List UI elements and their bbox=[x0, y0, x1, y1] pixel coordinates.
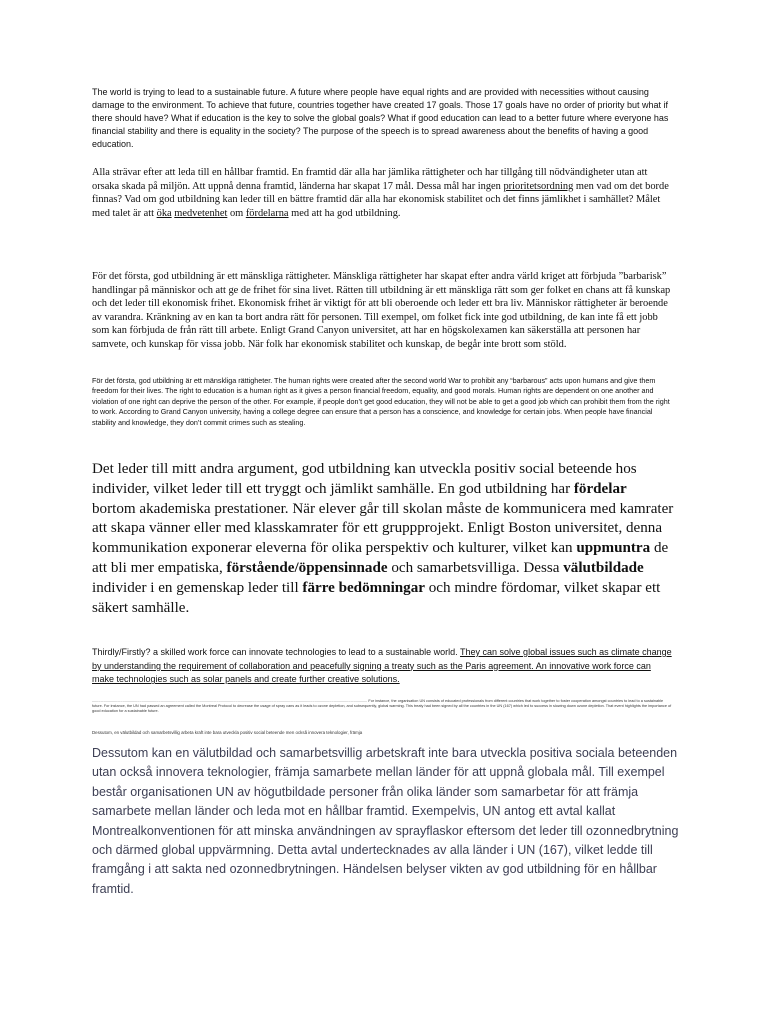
underlined-sentence: They can solve global issues such as climate change by understanding the requirement of collaboration and peacefully signing a treaty such as the Paris agreement. An innovative work force can make technologies such as solar panels and create further creative solutions. bbox=[92, 647, 672, 685]
underlined-word: medvetenhet bbox=[174, 207, 228, 219]
underlined-word: fördelarna bbox=[245, 207, 289, 219]
text-run: Alla strävar efter att leda till en hållbar framtid. En framtid där alla har jämlika rättigheter och har tillgång till nödvändigheter utan att orsaka skada på miljön. Att uppnå denna framtid, länderna har skapat 17 mål. Dessa mål har ingen bbox=[92, 167, 648, 192]
intro-swedish-paragraph bbox=[92, 166, 674, 220]
underlined-word: prioritetsordning bbox=[503, 180, 574, 192]
bold-word: färre bedömningar bbox=[302, 579, 425, 596]
text-run: individer i en gemenskap leder till bbox=[92, 579, 303, 596]
bold-word: välutbildade bbox=[563, 559, 644, 576]
text-run: Thirdly/Firstly? a skilled work force can innovate technologies to lead to a sustainable world. bbox=[92, 647, 461, 657]
first-argument-swedish-paragraph: För det första, god utbildning är ett mänskliga rättigheter. Mänskliga rättigheter har skapat efter andra värld kriget att förbjuda ”barbarisk” handlingar på människor och att ge de frihet för sina livet. Rätten till utbildning är ett mänskliga rätt som ger folket en chans att få kunskap och det leder till ekonomisk frihet. Ekonomisk frihet är viktigt för att bli oberoende och leder ett bra liv. Människor rättigheter är beroende av varandra. Kränkning av en kan ta bort andra rätt för personen. Till exempel, om folket fick inte god utbildning, de kan inte få ett jobb som kan förbjuda de från rätt till arbete. Enligt Grand Canyon universitet, att har en högskolexamen kan säkerställa att personen har samvete, och kunskap för vissa jobb. När folk har ekonomisk stabilitet och kunskap, de begår inte brott som stöld. bbox=[92, 271, 671, 350]
tiny-notes-paragraph: ..................................................................................................................................................................................................................................................................... For instance, the organisation UN consists of educated professionals from different countries that work together to foster cooperation amongst countries to lead to a sustainable future. For instance, the UN had passed an agreement called the Montreal Protocol to decrease the usage of spray cans as it leads to ozone depletion, and subsequently, global warming. This treaty had been signed by all the countries in the UN (167) which led to success in slowing down ozone depletion. That event highlights the importance of good education for a sustainable future. bbox=[92, 699, 672, 713]
text-run: men vad om det borde finnas? Vad om god utbildning kan leder till en bättre framtid där alla har ekonomisk stabilitet och det finns jämlikhet i samhället? Målet med talet är att bbox=[92, 180, 669, 219]
text-run: de att bli mer empatiska, bbox=[92, 540, 669, 576]
bold-word: fördelar bbox=[573, 480, 627, 497]
third-argument-swedish-paragraph: Dessutom kan en välutbildad och samarbetsvillig arbetskraft inte bara utveckla positiva sociala beteenden utan också innovera teknologier, främja samarbete mellan länder för att uppnå globala mål. Till exempel består organisationen UN av högutbildade personer från olika länder som samarbetar för att främja samarbete mellan länder och leda mot en hållbar framtid. Exempelvis, UN antog ett avtal kallat Montrealkonventionen för att minska användningen av sprayflaskor eftersom det leder till ozonnedbrytning och därmed global uppvärmning. Detta avtal undertecknades av alla länder i UN (167), vilket ledde till framgång i att sakta ned ozonnedbrytningen. Händelsen belyser vikten av god utbildning för en hållbar framtid. bbox=[92, 746, 679, 896]
second-argument-swedish-paragraph bbox=[92, 460, 674, 618]
text-run: bortom akademiska prestationer. När elever går till skolan måste de kommunicera med kamrater att skapa vänner eller med klasskamrater för ett gruppprojekt. Enligt Boston universitet, denna kommunikation exponerar eleverna för olika perspektiv och kulturer, vilket kan bbox=[92, 500, 674, 557]
text-run: Det leder till mitt andra argument, god utbildning kan utveckla positiv social beteende hos individer, vilket leder till ett tryggt och jämlikt samhälle. En god utbildning har bbox=[92, 461, 637, 497]
third-argument-english-paragraph bbox=[92, 646, 674, 687]
text-run: och samarbetsvilliga. Dessa bbox=[387, 559, 564, 576]
bold-word: uppmuntra bbox=[576, 540, 651, 557]
bold-word: förstående/öppensinnade bbox=[226, 559, 388, 576]
intro-english-paragraph: The world is trying to lead to a sustainable future. A future where people have equal rights and are provided with necessities without causing damage to the environment. To achieve that future, countries together have created 17 goals. Those 17 goals have no order of priority but what if there should have? What if education is the key to solve the global goals? What if good education can lead to a better future where everyone has financial stability and there is equality in the society? The purpose of the speech is to spread awareness about the benefits of having a good education. bbox=[92, 87, 669, 149]
text-run: om bbox=[227, 207, 246, 219]
underlined-word: öka bbox=[156, 207, 172, 219]
first-argument-english-paragraph: För det första, god utbildning är ett mänskliga rättigheter. The human rights were created after the second world War to prohibit any “barbarous” acts upon humans and give them freedom for their lives. The right to education is a human right as it gives a person financial freedom, equality, and good morals. Human rights are dependent on one another and violation of one right can deprive the person of the other. For example, if people don’t get good education, they will not be able to get a good job which can prohibit them from the right to work. According to Grand Canyon university, having a college degree can ensure that a person has a conscience, and knowledge for certain jobs. When people have financial stability and knowledge, they don’t commit crimes such as stealing. bbox=[92, 376, 670, 427]
text-run: med att ha god utbildning. bbox=[288, 207, 401, 219]
text-run: och mindre fördomar, vilket skapar ett säkert samhälle. bbox=[92, 579, 661, 616]
tiny-draft-line: Dessutom, en välutbildad och samarbetsvillig arbeta kraft inte bara utveckla positiv social beteende men också innovera teknologier, främja bbox=[92, 730, 363, 735]
